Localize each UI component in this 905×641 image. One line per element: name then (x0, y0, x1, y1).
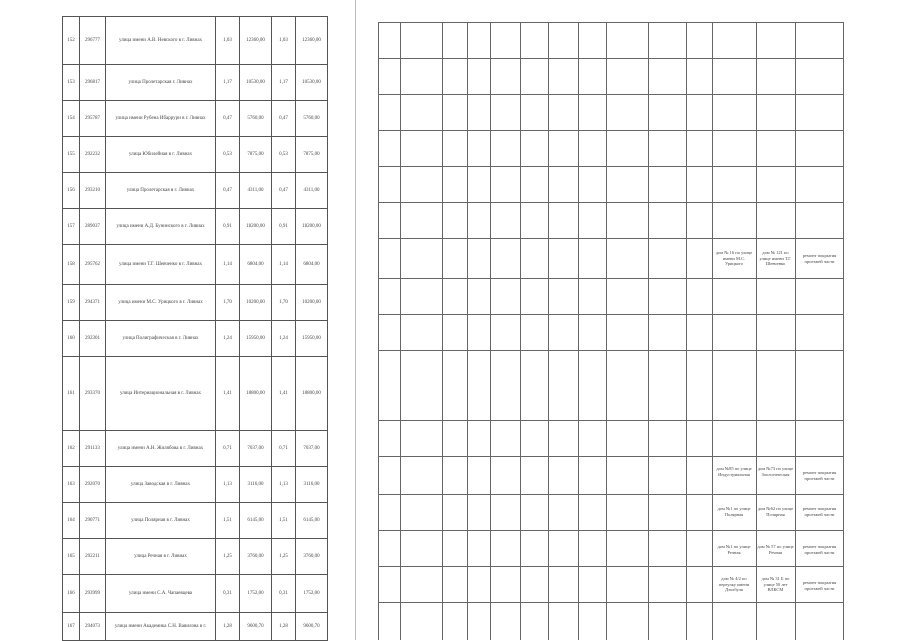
table-cell-len2: 1,70 (272, 285, 296, 321)
table-cell-n: 158 (63, 245, 80, 285)
right-grid-row-7 (378, 278, 844, 279)
table-cell-area: 4311,00 (240, 173, 272, 209)
table-cell-len: 0,71 (216, 431, 240, 467)
right-grid-col-6 (548, 22, 549, 640)
right-grid-row-9 (378, 350, 844, 351)
table-cell-area2: 3116,00 (296, 467, 328, 503)
table-cell-len2: 1,13 (272, 467, 296, 503)
table-cell-code: 293370 (80, 357, 106, 431)
table-cell-area2: 6804,00 (296, 245, 328, 285)
table-cell-n: 165 (63, 539, 80, 575)
table-cell-len: 0,53 (216, 137, 240, 173)
note-work: ремонт покрытия проезжей части (802, 470, 837, 481)
table-cell-code: 293999 (80, 575, 106, 613)
right-grid-col-2 (442, 22, 443, 640)
right-grid-col-8 (606, 22, 607, 640)
right-grid-row-4 (378, 166, 844, 167)
table-cell-len: 1,41 (216, 357, 240, 431)
table-cell-name: улица Полярная в г. Ливнах (106, 503, 216, 539)
table-cell-area2: 9600,70 (296, 613, 328, 641)
right-grid-row-13 (378, 530, 844, 531)
table-cell-area2: 18200,00 (296, 209, 328, 245)
table-cell-n: 152 (63, 17, 80, 65)
table-cell-name: улица Интернациональная в г. Ливнах (106, 357, 216, 431)
table-cell-name: улица Полиграфическая в г. Ливнах (106, 321, 216, 357)
table-cell-len2: 1,51 (272, 503, 296, 539)
table-cell-code: 295787 (80, 101, 106, 137)
table-cell-len2: 0,47 (272, 101, 296, 137)
right-grid-row-8 (378, 314, 844, 315)
table-cell-len: 0,47 (216, 173, 240, 209)
note-to: дом №62 по улице Полярная (757, 506, 794, 517)
table-cell-n: 157 (63, 209, 80, 245)
table-row (63, 285, 328, 321)
table-cell-code: 292211 (80, 539, 106, 575)
table-cell-area2: 12360,00 (296, 17, 328, 65)
table-cell-n: 164 (63, 503, 80, 539)
table-cell-n: 163 (63, 467, 80, 503)
table-cell-n: 160 (63, 321, 80, 357)
table-cell-name: улица Пролетарская г. Ливнах (106, 65, 216, 101)
table-cell-n: 161 (63, 357, 80, 431)
table-cell-name: улица имени М.С. Урицкого в г. Ливнах (106, 285, 216, 321)
table-cell-name: улица Заводская в г. Ливнах (106, 467, 216, 503)
table-cell-code: 294073 (80, 613, 106, 641)
table-cell-name: улица Пролетарская в г. Ливнах (106, 173, 216, 209)
table-cell-len: 1,70 (216, 285, 240, 321)
table-cell-len: 1,03 (216, 17, 240, 65)
table-row (63, 101, 328, 137)
table-cell-area: 6145,00 (240, 503, 272, 539)
table-cell-len2: 1,24 (272, 321, 296, 357)
note-to: дом №73 по улице Зоологическая (757, 466, 794, 477)
table-cell-area2: 4311,00 (296, 173, 328, 209)
table-cell-len2: 1,03 (272, 17, 296, 65)
table-cell-code: 292301 (80, 321, 106, 357)
table-cell-n: 156 (63, 173, 80, 209)
left-page-edge (355, 0, 356, 640)
right-grid-col-11 (712, 22, 713, 640)
table-cell-name: улица имени Т.Г. Шевченко в г. Ливнах (106, 245, 216, 285)
table-cell-code: 294371 (80, 285, 106, 321)
table-row (63, 575, 328, 613)
right-grid-col-4 (490, 22, 491, 640)
table-cell-area: 18800,00 (240, 357, 272, 431)
table-row (63, 467, 328, 503)
right-grid-row-10 (378, 420, 844, 421)
table-cell-name: улица Речная в г. Ливнах (106, 539, 216, 575)
table-cell-area: 9600,70 (240, 613, 272, 641)
table-cell-n: 167 (63, 613, 80, 641)
roads-table-body (63, 17, 328, 641)
table-row (63, 503, 328, 539)
table-row (63, 137, 328, 173)
table-cell-area: 7037,00 (240, 431, 272, 467)
table-cell-area2: 6145,00 (296, 503, 328, 539)
note-work: ремонт покрытия проезжей части (802, 544, 837, 555)
table-cell-len: 1,17 (216, 65, 240, 101)
table-cell-area: 7875,00 (240, 137, 272, 173)
table-cell-code: 293210 (80, 173, 106, 209)
right-grid-col-9 (648, 22, 649, 640)
right-grid-border-left (378, 22, 379, 640)
table-row (63, 357, 328, 431)
table-cell-area: 10530,00 (240, 65, 272, 101)
note-to: дом № 57 по улице Речная (757, 544, 794, 555)
table-cell-len2: 0,31 (272, 575, 296, 613)
right-grid-col-10 (686, 22, 687, 640)
right-grid-row-0 (378, 22, 844, 23)
note-from: дом №1 по улице Речная (717, 544, 751, 555)
table-cell-len2: 1,17 (272, 65, 296, 101)
right-grid-row-11 (378, 456, 844, 457)
table-cell-len: 1,14 (216, 245, 240, 285)
table-row (63, 173, 328, 209)
note-from: дом №1 по улице Полярная (717, 506, 751, 517)
table-cell-len2: 0,91 (272, 209, 296, 245)
right-grid-row-6 (378, 238, 844, 239)
note-from: дом №85 по улице Индустриальная (716, 466, 752, 477)
table-cell-len2: 0,53 (272, 137, 296, 173)
right-grid-row-5 (378, 202, 844, 203)
table-row (63, 321, 328, 357)
table-cell-n: 162 (63, 431, 80, 467)
table-cell-code: 292232 (80, 137, 106, 173)
table-cell-area2: 7037,00 (296, 431, 328, 467)
table-cell-area: 10200,00 (240, 285, 272, 321)
table-cell-name: улица имени А.Н. Жилябова в г. Ливнах (106, 431, 216, 467)
table-cell-area: 3760,00 (240, 539, 272, 575)
table-cell-code: 292070 (80, 467, 106, 503)
table-cell-area2: 10530,00 (296, 65, 328, 101)
table-cell-len: 1,51 (216, 503, 240, 539)
right-grid-col-1 (400, 22, 401, 640)
table-cell-area: 1752,00 (240, 575, 272, 613)
table-cell-name: улица имени А.Д. Бунинского в г. Ливнах (106, 209, 216, 245)
table-cell-area2: 7875,00 (296, 137, 328, 173)
table-cell-code: 291133 (80, 431, 106, 467)
right-grid-row-3 (378, 130, 844, 131)
note-work: ремонт покрытия проезжей части (802, 506, 837, 517)
table-cell-area2: 10200,00 (296, 285, 328, 321)
right-grid-row-15 (378, 602, 844, 603)
table-cell-len: 0,31 (216, 575, 240, 613)
right-grid-row-14 (378, 566, 844, 567)
table-cell-len: 0,91 (216, 209, 240, 245)
table-cell-area2: 3760,00 (296, 539, 328, 575)
table-row (63, 17, 328, 65)
right-grid-col-7 (578, 22, 579, 640)
table-cell-len2: 1,25 (272, 539, 296, 575)
table-cell-code: 290771 (80, 503, 106, 539)
table-cell-len2: 0,47 (272, 173, 296, 209)
table-row (63, 431, 328, 467)
table-row (63, 245, 328, 285)
table-cell-name: улица имени Академика С.Н. Вавилова в г. (106, 613, 216, 641)
table-cell-n: 166 (63, 575, 80, 613)
note-from: дом № 16 по улице имени М.С. Урицкого (715, 250, 753, 267)
table-cell-area: 5760,00 (240, 101, 272, 137)
table-row (63, 209, 328, 245)
table-cell-code: 296817 (80, 65, 106, 101)
table-cell-area2: 1752,00 (296, 575, 328, 613)
note-to: дом № 31 Б по улице 50 лет ВЛКСМ (761, 576, 790, 593)
table-cell-len: 1,24 (216, 321, 240, 357)
table-cell-area: 12360,00 (240, 17, 272, 65)
note-to: дом № 121 по улице имени Т.Г. Шевченко (759, 250, 792, 267)
note-work: ремонт покрытия проезжей части (802, 580, 837, 591)
right-grid-border-right (843, 22, 844, 640)
roads-table (62, 16, 328, 641)
table-cell-len2: 1,41 (272, 357, 296, 431)
right-grid-col-13 (795, 22, 796, 640)
table-row (63, 65, 328, 101)
right-grid-row-1 (378, 58, 844, 59)
note-from: дом № 4/2 по переулку имени Дзолбуля (718, 576, 750, 593)
table-cell-n: 153 (63, 65, 80, 101)
right-grid-col-3 (467, 22, 468, 640)
table-cell-len2: 1,28 (272, 613, 296, 641)
table-cell-area2: 18800,00 (296, 357, 328, 431)
note-work: ремонт покрытия проезжей части (802, 253, 837, 264)
table-cell-code: 289037 (80, 209, 106, 245)
table-cell-n: 155 (63, 137, 80, 173)
right-grid-row-2 (378, 94, 844, 95)
table-cell-len: 1,28 (216, 613, 240, 641)
table-cell-code: 296777 (80, 17, 106, 65)
table-cell-area: 15950,00 (240, 321, 272, 357)
table-row (63, 613, 328, 641)
table-cell-n: 159 (63, 285, 80, 321)
table-cell-name: улица Юбилейная в г. Ливнах (106, 137, 216, 173)
table-cell-area2: 5760,00 (296, 101, 328, 137)
table-cell-len2: 0,71 (272, 431, 296, 467)
table-cell-n: 154 (63, 101, 80, 137)
right-grid-col-5 (520, 22, 521, 640)
table-cell-len: 1,13 (216, 467, 240, 503)
table-cell-area: 3116,00 (240, 467, 272, 503)
table-cell-area2: 15950,00 (296, 321, 328, 357)
table-cell-name: улица имени С.А. Чапаевцева (106, 575, 216, 613)
table-cell-len2: 1,14 (272, 245, 296, 285)
table-cell-code: 295762 (80, 245, 106, 285)
table-cell-area: 18200,00 (240, 209, 272, 245)
table-cell-len: 1,25 (216, 539, 240, 575)
right-grid-row-12 (378, 494, 844, 495)
table-cell-area: 6804,00 (240, 245, 272, 285)
table-cell-name: улица имени А.В. Невского в г. Ливнах (106, 17, 216, 65)
table-cell-len: 0,47 (216, 101, 240, 137)
table-row (63, 539, 328, 575)
table-cell-name: улица имени Рубена Ибаррури в г. Ливнах (106, 101, 216, 137)
